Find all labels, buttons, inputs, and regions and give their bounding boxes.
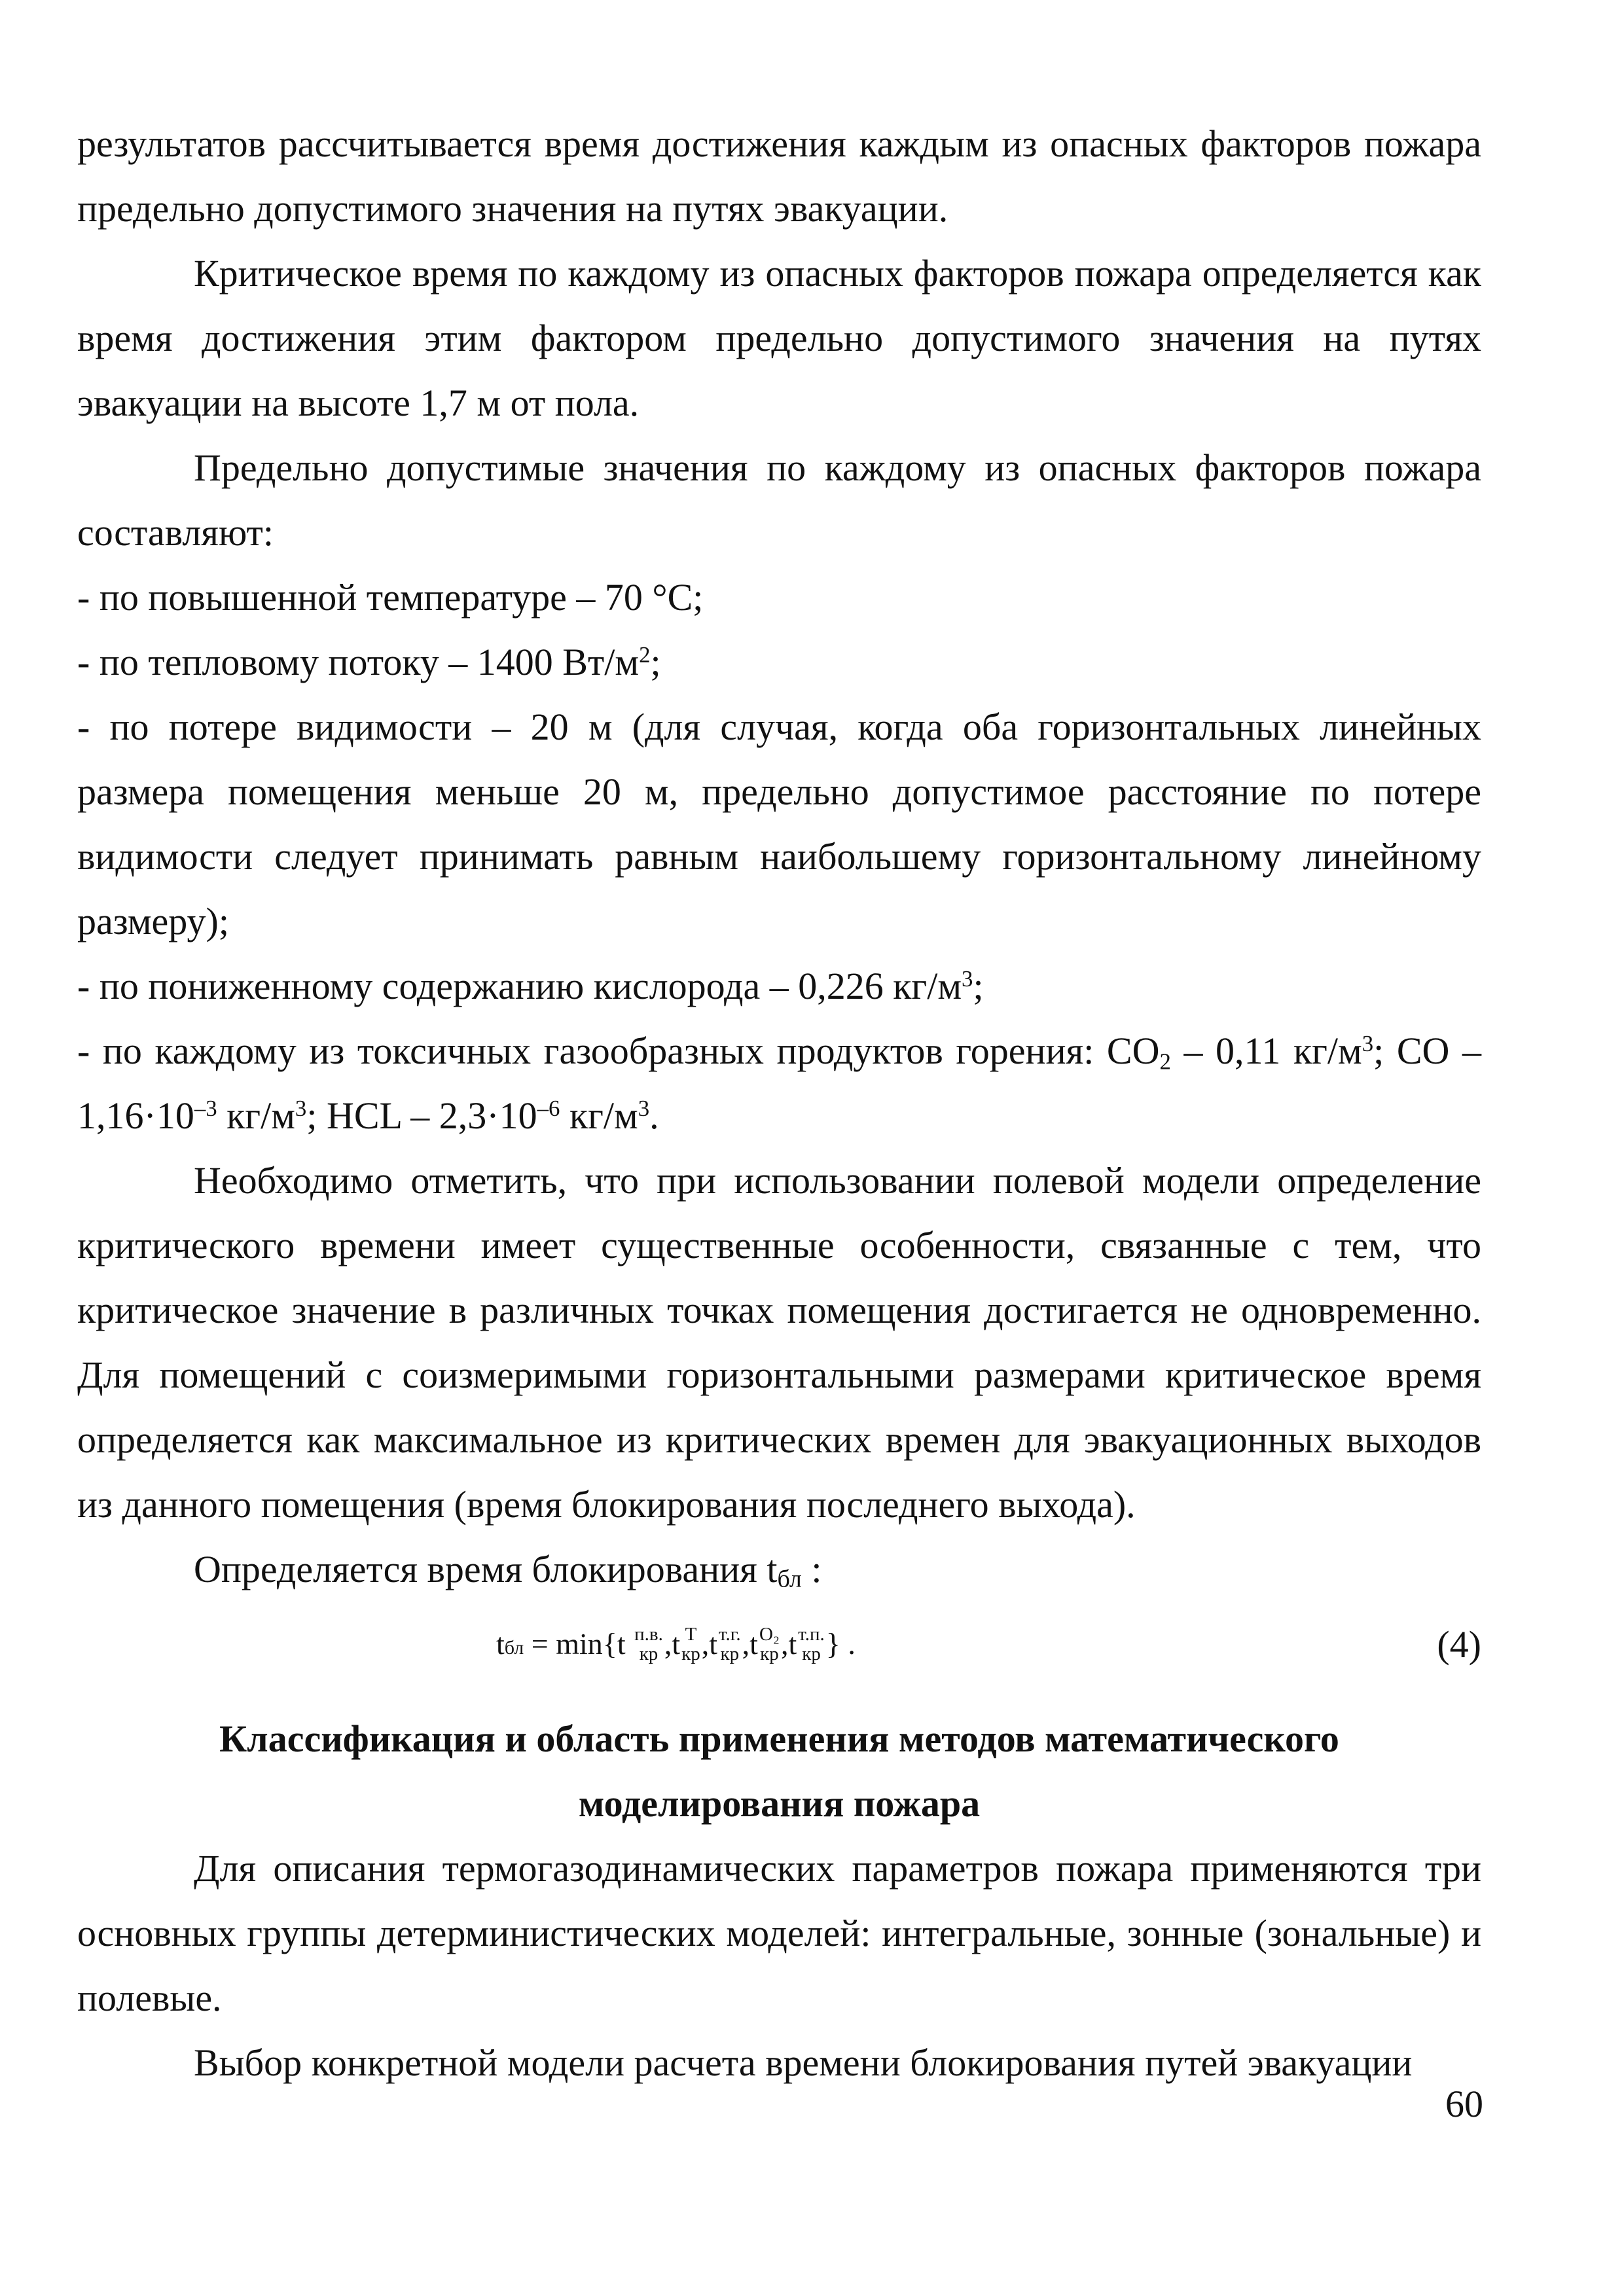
body-text [77,111,1481,2095]
formula-term: т.г. кр [719,1624,741,1665]
formula-term: O₂ кр [759,1624,780,1665]
list-item-visibility: - по потере видимости – 20 м (для случая, когда оба горизонтальных линейных размера помещения меньше 20 м, предельно допустимое расстояние по потере видимости следует принимать равным наибольшему горизонтальному линейному размеру); [77,706,1481,942]
equation-number: (4) [1437,1623,1481,1666]
list-item-oxygen: - по пониженному содержанию кислорода – 0,226 $кг/м^3$; [77,965,984,1007]
list-item-temperature: - по повышенной температуре – 70 °С; [77,576,704,619]
paragraph-field-model: Необходимо отметить, что при использовании полевой модели определение критического времени имеет существенные особенности, связанные с тем, что критическое значение в различных точках помещения достигается не одновременно. Для помещений с соизмеримыми горизонтальными размерами критическое время определяется как максимальное из критических времен для эвакуационных выходов из данного помещения (время блокирования последнего выхода). [77,1159,1481,1526]
paragraph-model-choice: Выбор конкретной модели расчета времени блокирования путей эвакуации [194,2041,1413,2084]
equation-4 [77,1612,1481,1680]
paragraph-continued: результатов рассчитывается время достижения каждым из опасных факторов пожара предельно допустимого значения на путях эвакуации. [77,122,1481,230]
section-heading-line1: Классификация и область применения методов математического [219,1717,1339,1760]
page-number: 60 [1445,2083,1483,2125]
list-item-heat-flux: - по тепловому потоку – 1400 $Вт/м^2$; [77,641,661,683]
formula-term: т.п. кр [798,1624,825,1665]
formula-term: п.в. кр [634,1624,663,1665]
paragraph-model-groups: Для описания термогазодинамических параметров пожара применяются три основных группы детерминистических моделей: интегральные, зонные (зональные) и полевые. [77,1846,1481,2019]
list-item-toxic-products: - по каждому из токсичных газообразных продуктов горения: $CO_2 - 0,11$ $кг/м^3$; СО – $1,16\cdot 10^{-3}$ $кг/м^3$; HCL – $2,3\cdot 10^{-6}$ $кг/м^3$. [77,1030,1482,1137]
formula-term: T кр [681,1624,700,1665]
paragraph-blocking-time: Определяется время блокирования tбл : [194,1548,822,1593]
paragraph-critical-time: Критическое время по каждому из опасных факторов пожара определяется как время достижения этим фактором предельно допустимого значения на путях эвакуации на высоте 1,7 м от пола. [77,252,1481,424]
section-heading-line2: моделирования пожара [578,1782,981,1825]
formula-blocking-time: tбл = min{t п.в. кр ,t T кр ,t т.г. кр ,t O₂ кр ,t т.п. кр } . [496,1624,856,1665]
paragraph-limit-values: Предельно допустимые значения по каждому из опасных факторов пожара составляют: [77,446,1481,554]
